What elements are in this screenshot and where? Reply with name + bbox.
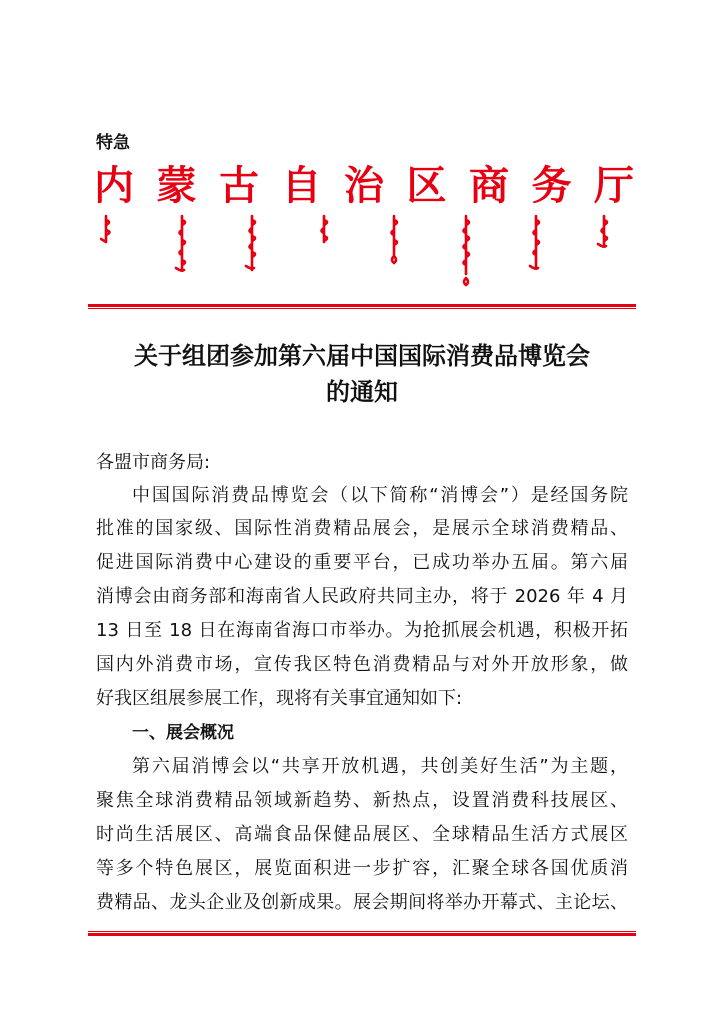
mongolian-word-icon <box>464 216 470 285</box>
paragraph-line: 国内外消费市场，宣传我区特色消费精品与对外开放形象，做 <box>96 654 628 675</box>
footer-divider-thick <box>88 933 636 936</box>
paragraph-line: 等多个特色展区，展览面积进一步扩容，汇聚全球各国优质消 <box>96 858 628 879</box>
footer-divider-thin <box>88 931 636 932</box>
mongolian-word-icon <box>392 216 398 263</box>
header-divider <box>88 304 636 308</box>
agency-char: 治 <box>344 162 384 209</box>
mongolian-word-icon <box>101 216 110 242</box>
header-divider-thick <box>88 304 636 307</box>
salutation: 各盟市商务局: <box>96 452 211 473</box>
paragraph-line: 促进国际消费中心建设的重要平台，已成功举办五届。第六届 <box>96 552 628 573</box>
document-title-continued: 的通知 <box>326 377 398 406</box>
agency-char: 蒙 <box>156 162 197 209</box>
mongolian-word-icon <box>246 216 255 270</box>
agency-name <box>94 160 634 212</box>
paragraph-line: 聚焦全球消费精品领域新趋势、新热点，设置消费科技展区、 <box>96 790 628 811</box>
agency-char: 区 <box>406 162 447 209</box>
paragraph-line: 第六届消博会以“共享开放机遇，共创美好生活”为主题， <box>132 756 628 777</box>
agency-char: 内 <box>94 162 134 209</box>
agency-char: 务 <box>531 162 572 209</box>
agency-char: 厅 <box>594 162 634 209</box>
paragraph-line: 时尚生活展区、高端食品保健品展区、全球精品生活方式展区 <box>96 824 628 845</box>
paragraph-line: 费精品、龙头企业及创新成果。展会期间将举办开幕式、主论坛、 <box>96 892 628 913</box>
document-title: 关于组团参加第六届中国国际消费品博览会 <box>134 341 590 370</box>
mongolian-word-icon <box>530 216 539 269</box>
paragraph-line: 批准的国家级、国际性消费精品展会，是展示全球消费精品、 <box>96 518 628 539</box>
agency-char: 自 <box>281 162 322 209</box>
mongolian-script-icon <box>100 212 620 292</box>
header-divider-thin <box>88 308 636 309</box>
paragraph-line: 中国国际消费品博览会（以下简称“消博会”）是经国务院 <box>132 485 628 506</box>
footer-divider <box>88 931 636 936</box>
paragraph-line: 13 日至 18 日在海南省海口市举办。为抢抓展会机遇，积极开拓 <box>96 620 628 641</box>
mongolian-word-icon <box>598 216 607 247</box>
agency-char: 古 <box>219 162 259 209</box>
mongolian-word-icon <box>176 216 185 271</box>
paragraph-line: 好我区组展参展工作，现将有关事宜通知如下: <box>96 688 463 709</box>
mongolian-word-icon <box>322 216 328 242</box>
urgency-label: 特急 <box>96 133 130 153</box>
section-heading: 一、展会概况 <box>132 723 234 743</box>
agency-char: 商 <box>469 162 509 209</box>
paragraph-line: 消博会由商务部和海南省人民政府共同主办，将于 2026 年 4 月 <box>96 586 628 607</box>
